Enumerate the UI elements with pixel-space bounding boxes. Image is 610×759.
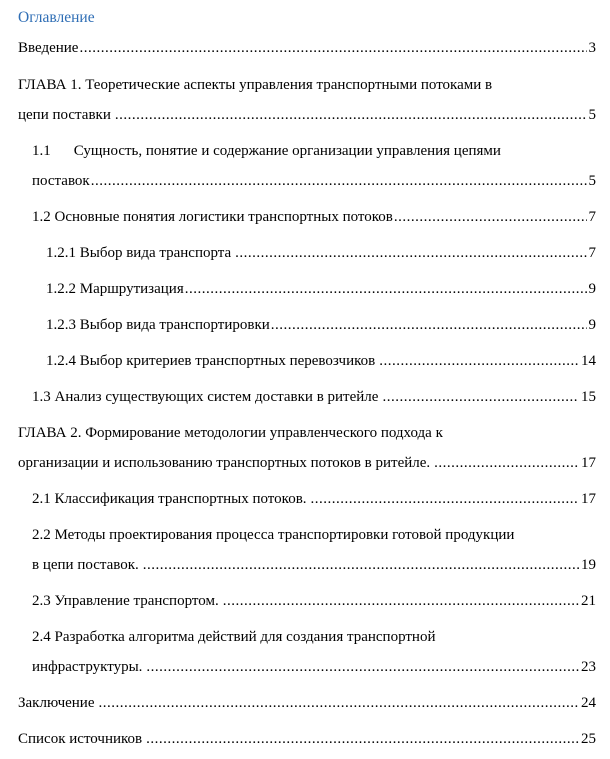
dot-leader (271, 314, 587, 336)
page-number: 21 (581, 593, 596, 609)
entry-text: Введение (18, 40, 79, 56)
dot-leader (382, 386, 579, 408)
toc-entry-section-2-3[interactable] (32, 590, 596, 612)
toc-title: Оглавление (18, 9, 95, 26)
page-number: 23 (581, 659, 596, 675)
dot-leader (79, 37, 586, 59)
dot-leader (91, 170, 587, 192)
toc-entry-section-2-2[interactable] (32, 554, 596, 576)
toc-entry-chapter-1[interactable] (18, 104, 596, 126)
toc-entry-section-1-2-1[interactable] (46, 242, 596, 264)
entry-text: организации и использованию транспортных потоков в ритейле. (18, 455, 431, 471)
page-number: 14 (581, 353, 596, 369)
toc-entry-section-1-3[interactable] (32, 386, 596, 408)
page-number: 7 (588, 209, 596, 225)
dot-leader (394, 206, 587, 228)
page-number: 25 (581, 731, 596, 747)
entry-text: инфраструктуры. (32, 659, 143, 675)
entry-text: Сущность, понятие и содержание организации управления цепями (73, 143, 501, 159)
toc-entry-section-2-1[interactable] (32, 488, 596, 510)
page-number: 15 (581, 389, 596, 405)
dot-leader (185, 278, 587, 300)
toc-entry-section-2-4[interactable] (32, 656, 596, 678)
dot-leader (434, 452, 579, 474)
page-number: 5 (588, 173, 596, 189)
dot-leader (146, 728, 579, 750)
toc-entry-chapter-2-line-1[interactable]: ГЛАВА 2. Формирование методологии управленческого подхода к (18, 425, 443, 441)
dot-leader (143, 554, 579, 576)
page-number: 24 (581, 695, 596, 711)
toc-entry-conclusion[interactable] (18, 692, 596, 714)
entry-text: цепи поставки (18, 107, 111, 123)
entry-text: 1.2.1 Выбор вида транспорта (46, 245, 232, 261)
dot-leader (235, 242, 586, 264)
entry-text: Заключение (18, 695, 95, 711)
dot-leader (223, 590, 579, 612)
page-number: 9 (588, 281, 596, 297)
page-number: 3 (588, 40, 596, 56)
entry-text: 2.1 Классификация транспортных потоков. (32, 491, 307, 507)
toc-entry-introduction[interactable] (18, 37, 596, 59)
toc-entry-chapter-1-line-1[interactable]: ГЛАВА 1. Теоретические аспекты управления транспортными потоками в (18, 77, 493, 93)
toc-entry-section-1-1-line-1[interactable] (32, 140, 501, 162)
dot-leader (379, 350, 579, 372)
toc-entry-chapter-2[interactable] (18, 452, 596, 474)
entry-text: 1.2.4 Выбор критериев транспортных перевозчиков (46, 353, 376, 369)
entry-text: 1.2.2 Маршрутизация (46, 281, 184, 297)
page-number: 7 (588, 245, 596, 261)
section-number: 1.1 (32, 143, 51, 159)
page-number: 17 (581, 491, 596, 507)
entry-text: в цепи поставок. (32, 557, 139, 573)
entry-text: 1.2 Основные понятия логистики транспортных потоков (32, 209, 393, 225)
page-number: 9 (588, 317, 596, 333)
entry-text: 2.3 Управление транспортом. (32, 593, 219, 609)
entry-text: 1.2.3 Выбор вида транспортировки (46, 317, 270, 333)
page-number: 19 (581, 557, 596, 573)
entry-text: 1.3 Анализ существующих систем доставки в ритейле (32, 389, 379, 405)
toc-entry-section-1-1[interactable] (32, 170, 596, 192)
page-number: 5 (588, 107, 596, 123)
dot-leader (99, 692, 580, 714)
toc-entry-section-1-2-4[interactable] (46, 350, 596, 372)
page-number: 17 (581, 455, 596, 471)
toc-entry-section-1-2-2[interactable] (46, 278, 596, 300)
toc-entry-sources[interactable] (18, 728, 596, 750)
dot-leader (146, 656, 579, 678)
entry-text: поставок (32, 173, 90, 189)
toc-entry-section-2-4-line-1[interactable]: 2.4 Разработка алгоритма действий для создания транспортной (32, 629, 436, 645)
toc-entry-section-2-2-line-1[interactable]: 2.2 Методы проектирования процесса транспортировки готовой продукции (32, 527, 515, 543)
toc-entry-section-1-2-3[interactable] (46, 314, 596, 336)
entry-text: Список источников (18, 731, 143, 747)
dot-leader (311, 488, 579, 510)
dot-leader (115, 104, 587, 126)
toc-entry-section-1-2[interactable] (32, 206, 596, 228)
